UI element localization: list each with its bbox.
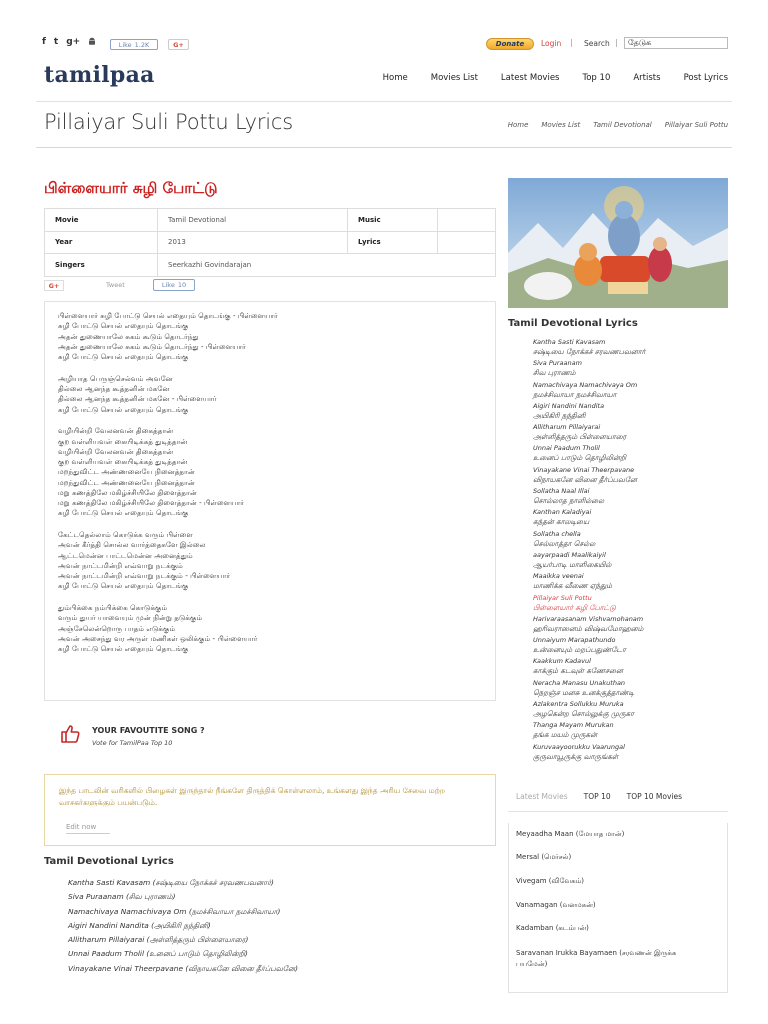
sidebar-item[interactable] bbox=[533, 465, 645, 485]
vote-subtitle: Vote for TamilPaa Top 10 bbox=[92, 739, 173, 747]
sidebar-item[interactable] bbox=[533, 656, 645, 676]
list-item[interactable]: Allitharum Pillaiyarai (அள்ளித்தரும் பிள்ளையாரை) bbox=[68, 935, 249, 945]
list-item[interactable]: Kadamban (கடம்பன்) bbox=[516, 924, 589, 932]
list-item[interactable]: Meyaadha Maan (மேயாத மான்) bbox=[516, 830, 625, 838]
site-logo[interactable]: tamilpaa bbox=[44, 62, 155, 88]
singers-label: Singers bbox=[45, 254, 158, 277]
sidebar-item[interactable] bbox=[533, 699, 645, 719]
list-item[interactable]: Vanamagan (வனமகன்) bbox=[516, 901, 596, 909]
tabs-divider bbox=[508, 811, 728, 812]
breadcrumb-tamil-devotional[interactable]: Tamil Devotional bbox=[593, 121, 652, 129]
sidebar-item-en: Azlakentra Sollukku Muruka bbox=[533, 700, 624, 709]
sidebar-item-ta: அயிகிரி நந்தினி bbox=[533, 410, 586, 420]
lyrics-line: வழியின்றி வேலனவன் திகைத்தான் bbox=[58, 446, 174, 456]
lyrics-line: மறந்துவிட்ட அண்ணனையே நினைத்தான் bbox=[58, 477, 195, 487]
sidebar-item-ta: நமச்சிவாயா நமச்சிவாயா bbox=[533, 389, 617, 399]
sidebar-item-ta: விநாயகனே வினை தீர்ப்பவனே bbox=[533, 474, 637, 484]
lyrics-line: சுழி போட்டு செயல் எதையும் தொடங்கு bbox=[58, 404, 189, 414]
search-input[interactable] bbox=[624, 37, 728, 49]
lyrics-line: அவன் நாட்டமின்றி எவ்வாறு நடக்கும் - பிள்ளையார் bbox=[58, 571, 231, 580]
sidebar-item-en: Pillaiyar Suli Pottu bbox=[533, 593, 592, 602]
list-item[interactable]: Kantha Sasti Kavasam (சஷ்டியை நோக்கச் சரவணபவனார்) bbox=[68, 878, 274, 887]
lyrics-line: சுழி போட்டு செயல் எதையும் தொடங்கு bbox=[58, 508, 189, 518]
movie-tabs bbox=[516, 792, 682, 801]
lyrics-stanza bbox=[58, 311, 482, 362]
movie-label: Movie bbox=[45, 209, 158, 232]
edit-notice-text: இந்த பாடலின் வரிகளில் பிழைகள் இருந்தால் நீங்களே திருத்திக் கொள்ளலாம், உங்களது இந்த அரிய சேவை மற்ற வாசகர்களுக்கும் பயன்படும். bbox=[59, 786, 445, 807]
table-row bbox=[45, 254, 496, 277]
sidebar-item-en: Maaikka veenai bbox=[533, 572, 584, 581]
breadcrumb-movies-list[interactable]: Movies List bbox=[541, 121, 581, 129]
sidebar-item-ta: சிவ புராணம் bbox=[533, 368, 576, 378]
sidebar-item-ta: குருவாயூருக்கு வாருங்கள் bbox=[533, 751, 619, 761]
list-item[interactable]: Siva Puraanam (சிவ புராணம்) bbox=[68, 892, 176, 902]
list-item[interactable]: Aigiri Nandini Nandita (அயிகிரி நந்தினி) bbox=[68, 920, 211, 930]
sidebar-item[interactable] bbox=[533, 529, 645, 549]
movie-value[interactable]: Tamil Devotional bbox=[158, 209, 348, 232]
related-lyrics-heading: Tamil Devotional Lyrics bbox=[44, 856, 174, 867]
list-item[interactable]: Vinayakane Vinai Theerpavane (விநாயகனே வினை தீர்ப்பவனே) bbox=[68, 963, 299, 973]
sidebar-item-en: Kuruvaayoorukku Vaarungal bbox=[533, 742, 625, 751]
google-plus-icon[interactable]: g+ bbox=[66, 37, 81, 47]
sidebar-item-en: Kanthan Kaladiyai bbox=[533, 508, 592, 517]
list-item[interactable]: Namachivaya Namachivaya Om (நமச்சிவாயா நமச்சிவாயா) bbox=[68, 906, 281, 916]
sidebar-heading: Tamil Devotional Lyrics bbox=[508, 318, 638, 329]
thumbs-up-icon[interactable] bbox=[59, 723, 81, 745]
sidebar-item-ta: காக்கும் கடவுள் கணேசனை bbox=[533, 666, 623, 676]
sidebar-item[interactable] bbox=[533, 550, 645, 570]
social-links bbox=[42, 37, 96, 49]
breadcrumb-current: Pillaiyar Suli Pottu bbox=[664, 121, 728, 129]
sidebar-item[interactable] bbox=[533, 401, 645, 421]
sidebar-item-en: Kantha Sasti Kavasam bbox=[533, 338, 606, 346]
edit-now-link[interactable]: Edit now bbox=[66, 823, 110, 834]
sidebar-item[interactable] bbox=[533, 742, 645, 762]
nav-top-10[interactable]: Top 10 bbox=[582, 73, 611, 83]
main-nav bbox=[383, 73, 728, 83]
sidebar-item-ta: தங்க மயம் முருகன் bbox=[533, 730, 598, 740]
deity-image bbox=[508, 178, 728, 308]
sidebar-item-ta: நெறஞ்ச மனசு உனக்குத்தாண்டி bbox=[533, 687, 635, 697]
vote-title[interactable]: YOUR FAVOUTITE SONG ? bbox=[92, 726, 205, 735]
year-label: Year bbox=[45, 231, 158, 254]
sidebar-item-en: Harivaraasanam Vishvamohanam bbox=[533, 614, 644, 623]
lyrics-stanza bbox=[58, 530, 482, 592]
lyrics-value bbox=[438, 231, 496, 254]
lyrics-line: குற வள்ளியவள் கையிடிக்கத் துடித்தான் bbox=[58, 457, 188, 466]
sidebar-item-en: Aigiri Nandini Nandita bbox=[533, 401, 605, 410]
lyrics-line: சுழி போட்டு செயல் எதையும் தொடங்கு bbox=[58, 581, 189, 591]
sidebar-item-en: Sollatha chella bbox=[533, 529, 581, 538]
google-plus-button[interactable]: G+ bbox=[168, 39, 189, 50]
sidebar-item-ta: ஆயர்பாடி மாளிகையில் bbox=[533, 559, 612, 569]
sidebar-item-en: Thanga Mayam Murukan bbox=[533, 721, 614, 730]
sidebar-item-ta: ஹரிவராஸனம் விஷ்வமோஹனம் bbox=[533, 623, 644, 633]
movie-list bbox=[508, 823, 728, 993]
sidebar-item[interactable] bbox=[533, 486, 645, 506]
sidebar-item[interactable] bbox=[533, 720, 645, 740]
list-item[interactable]: Saravanan Irukka Bayamaen (சரவணன் இருக்க பயமேன்) bbox=[516, 949, 677, 968]
sidebar-item-ta: அள்ளித்தரும் பிள்ளையாரை bbox=[533, 432, 627, 442]
sidebar-item-ta: மாணிக்க வீணை ஏந்தும் bbox=[533, 581, 613, 591]
lyrics-line: பிள்ளையார் சுழி போட்டு செயல் எதையும் தொடங்கு - பிள்ளையார் bbox=[58, 311, 278, 320]
sidebar-item-ta: அழகென்ற சொல்லுக்கு முருகா bbox=[533, 709, 635, 719]
music-value bbox=[438, 209, 496, 232]
sidebar-item-en: Neracha Manasu Unakuthan bbox=[533, 678, 626, 687]
sidebar-item-en: Unnai Paadum Tholil bbox=[533, 444, 600, 453]
sidebar-item[interactable] bbox=[533, 507, 645, 527]
lyrics-stanza bbox=[58, 374, 482, 415]
related-lyrics-list bbox=[68, 876, 298, 976]
list-item[interactable]: Mersal (மெர்சல்) bbox=[516, 853, 572, 861]
nav-latest-movies[interactable]: Latest Movies bbox=[500, 73, 560, 83]
list-item[interactable]: Vivegam (விவேகம்) bbox=[516, 877, 585, 885]
lyrics-box bbox=[44, 301, 496, 701]
lyrics-line: சுழி போட்டு செயல் எதையும் தொடங்கு bbox=[58, 321, 189, 331]
lyrics-line: வழியின்றி வேலனவன் திகைத்தான் bbox=[58, 426, 174, 436]
sidebar-item[interactable] bbox=[533, 571, 645, 591]
lyrics-line: கேட்டதெல்லாம் கொடுக்க வரும் பிள்ளை bbox=[58, 530, 193, 539]
edit-notice-box bbox=[44, 774, 496, 846]
facebook-icon[interactable]: f bbox=[42, 37, 46, 47]
sidebar-item-en: Namachivaya Namachivaya Om bbox=[533, 380, 638, 389]
lyrics-line: மறு கணத்திலே மகிழ்ச்சியிலே திளைத்தான் - பிள்ளையார் bbox=[58, 498, 244, 507]
tab-top-10-movies[interactable]: TOP 10 Movies bbox=[626, 792, 683, 801]
sidebar-item-en: Sollatha Naal Illai bbox=[533, 487, 590, 496]
lyrics-line: அவன் அசைந்து வர அருள் மணிகள் ஒலிக்கும் - பிள்ளையார் bbox=[58, 633, 258, 643]
sidebar-item-ta: உன்னையும் மறப்பதுண்டோ bbox=[533, 645, 626, 655]
sidebar-item[interactable] bbox=[533, 678, 645, 698]
lyrics-line: ஆட்டமென்ன பாட்டமென்ன அனைத்தும் bbox=[58, 550, 193, 560]
google-plus-share-button[interactable]: G+ bbox=[44, 280, 64, 291]
sidebar-item[interactable] bbox=[533, 614, 645, 634]
lyrics-line: வரும் துயர் யாவையும் முன் நின்று தடுக்கும் bbox=[58, 613, 203, 623]
divider: | bbox=[570, 38, 573, 47]
year-value[interactable]: 2013 bbox=[158, 231, 348, 254]
lyrics-stanza bbox=[58, 603, 482, 654]
breadcrumb-home[interactable]: Home bbox=[507, 121, 529, 129]
lyrics-line: அவன் நாட்டமின்றி எவ்வாறு நடக்கும் bbox=[58, 560, 183, 570]
sidebar-item[interactable] bbox=[533, 337, 645, 357]
header-divider bbox=[36, 101, 732, 102]
table-row bbox=[45, 209, 496, 232]
login-link[interactable]: Login bbox=[541, 39, 562, 48]
sidebar-item-en: Siva Puraanam bbox=[533, 359, 582, 368]
sidebar-item-ta: உனைப் பாடும் தொழிலின்றி bbox=[533, 453, 627, 463]
song-info-table bbox=[44, 208, 496, 277]
sidebar-item[interactable] bbox=[533, 422, 645, 442]
lyrics-line: அதன் துணையாலே சுகம் கூடும் தொடர்ந்து bbox=[58, 331, 199, 341]
nav-post-lyrics[interactable]: Post Lyrics bbox=[683, 73, 728, 83]
lyrics-line: அஞ்சேலென்றொரு பாதம் எடுக்கும் bbox=[58, 623, 176, 633]
sidebar-item-en: Vinayakane Vinai Theerpavane bbox=[533, 465, 635, 474]
sidebar-item-en: aayarpaadi Maalikaiyil bbox=[533, 550, 606, 559]
sidebar-item-en: Unnaiyum Marapathundo bbox=[533, 636, 616, 645]
song-tamil-title: பிள்ளையார் சுழி போட்டு bbox=[44, 179, 218, 197]
tab-top-10[interactable]: TOP 10 bbox=[583, 792, 611, 801]
sidebar-item-current[interactable] bbox=[533, 593, 645, 613]
sidebar-item-ta: சொல்லாத நாளில்லை bbox=[533, 496, 605, 506]
donate-button[interactable]: Donate bbox=[486, 38, 534, 50]
title-divider bbox=[36, 147, 732, 148]
sidebar-item-en: Allitharum Pillaiyarai bbox=[533, 423, 601, 432]
lyrics-line: மறு கணத்திலே மகிழ்ச்சியிலே திளைத்தான் bbox=[58, 487, 197, 497]
lyrics-line: அவன் கீர்த்தி சொல்ல வார்த்தைகளே இல்லை bbox=[58, 540, 206, 550]
twitter-icon[interactable]: t bbox=[53, 37, 59, 47]
tweet-button[interactable]: Tweet bbox=[106, 281, 125, 289]
facebook-like-button[interactable]: Like 1.2K bbox=[110, 39, 158, 50]
sidebar-lyrics-list bbox=[533, 337, 645, 763]
facebook-like-button[interactable]: Like 10 bbox=[153, 279, 195, 291]
list-item[interactable]: Unnai Paadum Tholil (உனைப் பாடும் தொழிலின்றி) bbox=[68, 949, 248, 959]
nav-artists[interactable]: Artists bbox=[633, 73, 661, 83]
sidebar-item[interactable] bbox=[533, 380, 645, 400]
lyrics-line: சுழி போட்டு செயல் எதையும் தொடங்கு bbox=[58, 644, 189, 653]
nav-movies-list[interactable]: Movies List bbox=[430, 73, 478, 83]
lyrics-line: அதன் துணையாலே சுகம் கூடும் தொடர்ந்து - பிள்ளையார் bbox=[58, 341, 246, 351]
breadcrumb bbox=[508, 121, 728, 129]
singers-value[interactable]: Seerkazhi Govindarajan bbox=[158, 254, 496, 277]
sidebar-item-ta: செல்லாத்தா செல்ல bbox=[533, 538, 596, 548]
lyrics-line: குற வள்ளியவள் கையிடிக்கத் துடித்தான் bbox=[58, 436, 188, 446]
lyrics-line: தில்லை ஆனந்த கூத்தனின் மகனே bbox=[58, 384, 170, 393]
lyrics-line: தும்பிக்கை நம்பிக்கை கொடுக்கும் bbox=[58, 603, 168, 612]
sidebar-item-ta: கந்தன் காலடியை bbox=[533, 517, 590, 527]
sidebar-item[interactable] bbox=[533, 358, 645, 378]
lyrics-label: Lyrics bbox=[348, 231, 438, 254]
lyrics-line: சுழி போட்டு செயல் எதையும் தொடங்கு bbox=[58, 352, 189, 361]
lyrics-line: தில்லை ஆனந்த கூத்தனின் மகனே - பிள்ளையார் bbox=[58, 394, 217, 404]
tab-latest-movies[interactable]: Latest Movies bbox=[516, 792, 568, 801]
page-title: Pillaiyar Suli Pottu Lyrics bbox=[44, 110, 293, 134]
music-label: Music bbox=[348, 209, 438, 232]
search-label: Search bbox=[584, 39, 610, 48]
sidebar-item[interactable] bbox=[533, 635, 645, 655]
divider: | bbox=[615, 38, 618, 47]
sidebar-item-ta: சஷ்டியை நோக்கச் சரவணபவனார் bbox=[533, 347, 646, 356]
table-row bbox=[45, 231, 496, 254]
sidebar-item[interactable] bbox=[533, 443, 645, 463]
sidebar-item-ta: பிள்ளையார் சுழி போட்டு bbox=[533, 602, 616, 612]
sidebar-item-en: Kaakkum Kadavul bbox=[533, 657, 591, 666]
lyrics-stanza bbox=[58, 426, 482, 518]
android-icon[interactable] bbox=[88, 37, 96, 49]
lyrics-line: மறந்துவிட்ட அண்ணனையே நினைத்தான் bbox=[58, 467, 195, 477]
lyrics-line: அழியாத பெருஞ்செல்வம் அவனே bbox=[58, 373, 173, 383]
nav-home[interactable]: Home bbox=[382, 73, 408, 83]
